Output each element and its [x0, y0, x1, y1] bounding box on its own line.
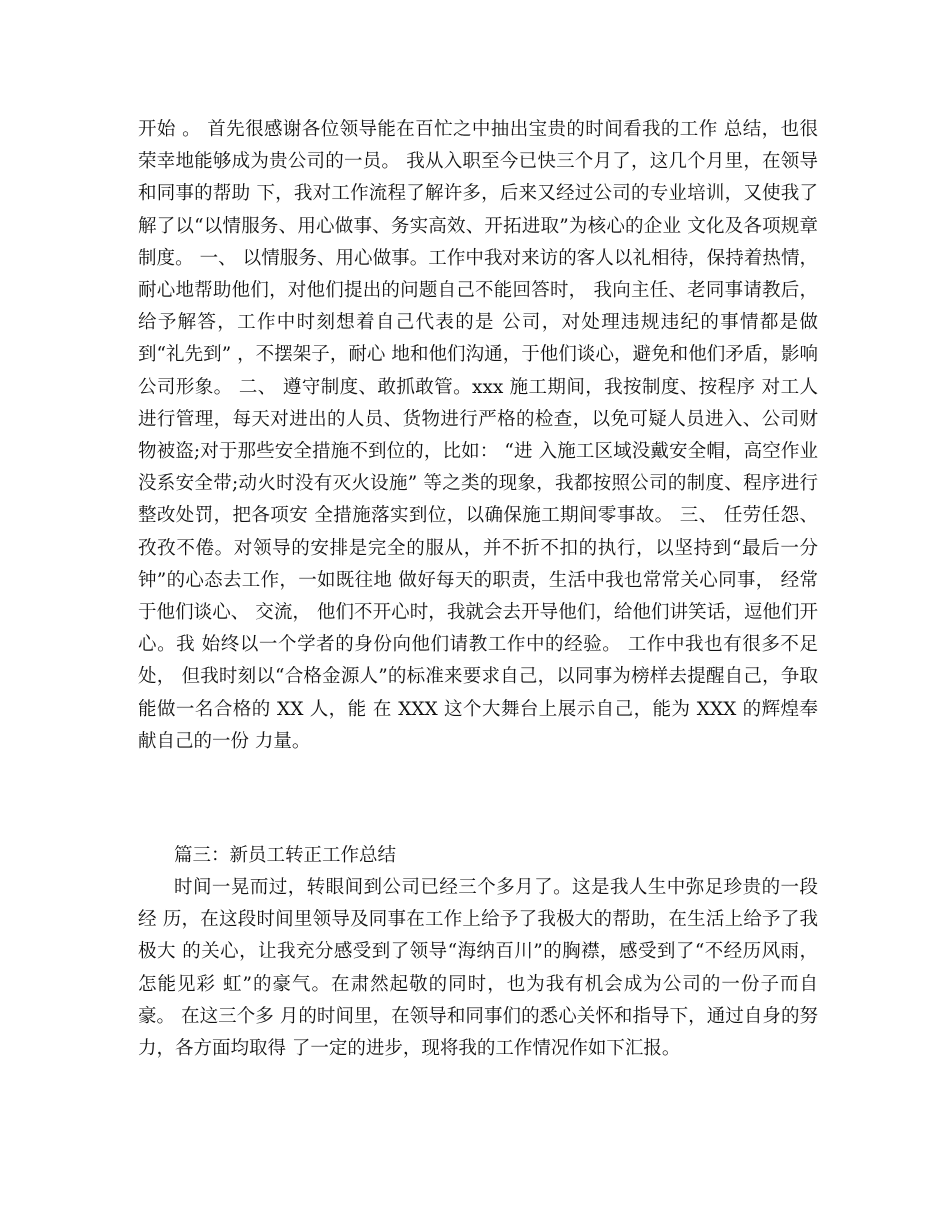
section-heading: 篇三：新员工转正工作总结 — [174, 845, 397, 866]
body-paragraph-2: 时间一晃而过，转眼间到公司已经三个多月了。这是我人生中弥足珍贵的一段经 历，在这段时间里领导及同事在工作上给予了我极大的帮助，在生活上给予了我极大 的关心，让我充分感受到了领导“海纳百川”的胸襟，感受到了“不经历风雨，怎能见彩 虹”的豪气。在肃然起敬的同时，也为我有机会成为公司的一份子而自豪。 在这三个多 月的时间里，在领导和同事们的悉心关怀和指导下，通过自身的努力，各方面均取得 了一定的进步，现将我的工作情况作如下汇报。 — [138, 877, 818, 1060]
body-paragraph-1: 开始 。 首先很感谢各位领导能在百忙之中抽出宝贵的时间看我的工作 总结，也很荣幸地能够成为贵公司的一员。 我从入职至今已快三个月了，这几个月里，在领导和同事的帮助 下，我对工作流程了解许多，后来又经过公司的专业培训，又使我了 解了以“以情服务、用心做事、务实高效、开拓进取”为核心的企业 文化及各项规章制度。 一、 以情服务、用心做事。工作中我对来访的客人以礼相待，保持着热情，耐心地帮助他们，对他们提出的问题自己不能回答时， 我向主任、老同事请教后，给予解答，工作中时刻想着自己代表的是 公司，对处理违规违纪的事情都是做到“礼先到” ，不摆架子，耐心 地和他们沟通，于他们谈心，避免和他们矛盾，影响公司形象。 二、 遵守制度、敢抓敢管。xxx 施工期间，我按制度、按程序 对工人进行管理，每天对进出的人员、货物进行严格的检查，以免可疑人员进入、公司财物被盗;对于那些安全措施不到位的，比如： “进 入施工区域没戴安全帽，高空作业没系安全带;动火时没有灭火设施” 等之类的现象，我都按照公司的制度、程序进行整改处罚，把各项安 全措施落实到位，以确保施工期间零事故。 三、 任劳任怨、孜孜不倦。对领导的安排是完全的服从，并不折不扣的执行，以坚持到“最后一分钟”的心态去工作，一如既往地 做好每天的职责，生活中我也常常关心同事， 经常于他们谈心、 交流， 他们不开心时，我就会去开导他们，给他们讲笑话，逗他们开心。我 始终以一个学者的身份向他们请教工作中的经验。 工作中我也有很多不足处， 但我时刻以“合格金源人”的标准来要求自己，以同事为榜样去提醒自己，争取能做一名合格的 XX 人，能 在 XXX 这个大舞台上展示自己，能为 XXX 的辉煌奉献自己的一份 力量。 — [138, 119, 818, 752]
